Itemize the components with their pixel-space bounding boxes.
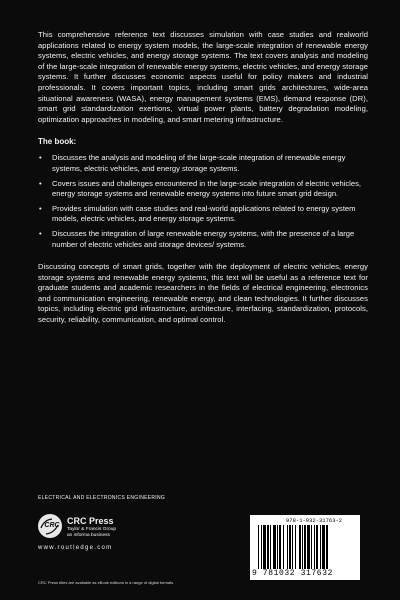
- list-item: • Discusses the integration of large renewable energy systems, with the presence of a large number of electric vehicles and storage devices/ systems.: [39, 228, 355, 249]
- publisher-name: CRC Press: [67, 516, 114, 526]
- intro-paragraph: This comprehensive reference text discusses simulation with case studies and realworld applications related to energy system models, the large-scale integration of renewable energy systems, electric vehicles, and energy storage systems. The text covers analysis and modeling of the large-scale integration of renewable energy systems, electric vehicles, and energy storage systems. It further discusses economic aspects useful for policy makers and industrial professionals. It covers important topics, including smart grids architectures, wide-area situational awareness (WASA), energy management systems (EMS), demand response (DR), smart grid standardization exertions, virtual power plants, battery degradation modeling, optimization approaches in modeling, and smart metering infrastructure.: [38, 30, 368, 124]
- feature-list: [38, 153, 368, 250]
- publisher-group: Taylor & Francis Group: [67, 527, 117, 532]
- logo-lettering: CRC: [44, 522, 60, 529]
- bullet-icon: •: [39, 228, 42, 238]
- publisher-block: [38, 514, 198, 564]
- list-item: • Discusses the analysis and modeling of the large-scale integration of renewable energy systems, electric vehicles, and energy storage systems.: [39, 153, 346, 173]
- publisher-tagline: an informa business: [67, 533, 110, 538]
- ebook-footnote: CRC Press titles are available as eBook editions in a range of digital formats: [38, 580, 174, 585]
- closing-paragraph: Discussing concepts of smart grids, together with the deployment of electric vehicles, energy storage systems and renewable energy systems, this text will be useful as a reference text for graduate students and academic researchers in the fields of electrical engineering, electronics and communication engineering, renewable energy, and clean technologies. It further discusses topics, including electric grid infrastructure, architecture, interfacing, standardization, protocols, security, reliability, communication, and optimal control.: [38, 262, 368, 325]
- crc-logo-icon: [38, 514, 62, 538]
- publisher-website: www.routledge.com: [38, 545, 113, 551]
- bullet-icon: •: [39, 153, 42, 163]
- subject-category: ELECTRICAL AND ELECTRONICS ENGINEERING: [38, 495, 166, 501]
- isbn-bottom-text: 9 781032 317632: [252, 569, 334, 578]
- bullet-icon: •: [39, 203, 42, 213]
- list-item: • Provides simulation with case studies and real-world applications related to energy system models, electric vehicles, and energy storage systems.: [39, 203, 356, 224]
- bullet-icon: •: [39, 178, 42, 188]
- description-block: [38, 30, 368, 326]
- isbn-top-text: 978-1-032-31763-2: [286, 517, 343, 524]
- list-item: • Covers issues and challenges encountered in the large-scale integration of electric vehicles, energy storage systems and renewable energy systems into future smart grid design.: [39, 178, 361, 199]
- isbn-barcode: [250, 515, 360, 580]
- barcode-bars: [258, 525, 352, 569]
- book-heading: The book:: [38, 137, 77, 147]
